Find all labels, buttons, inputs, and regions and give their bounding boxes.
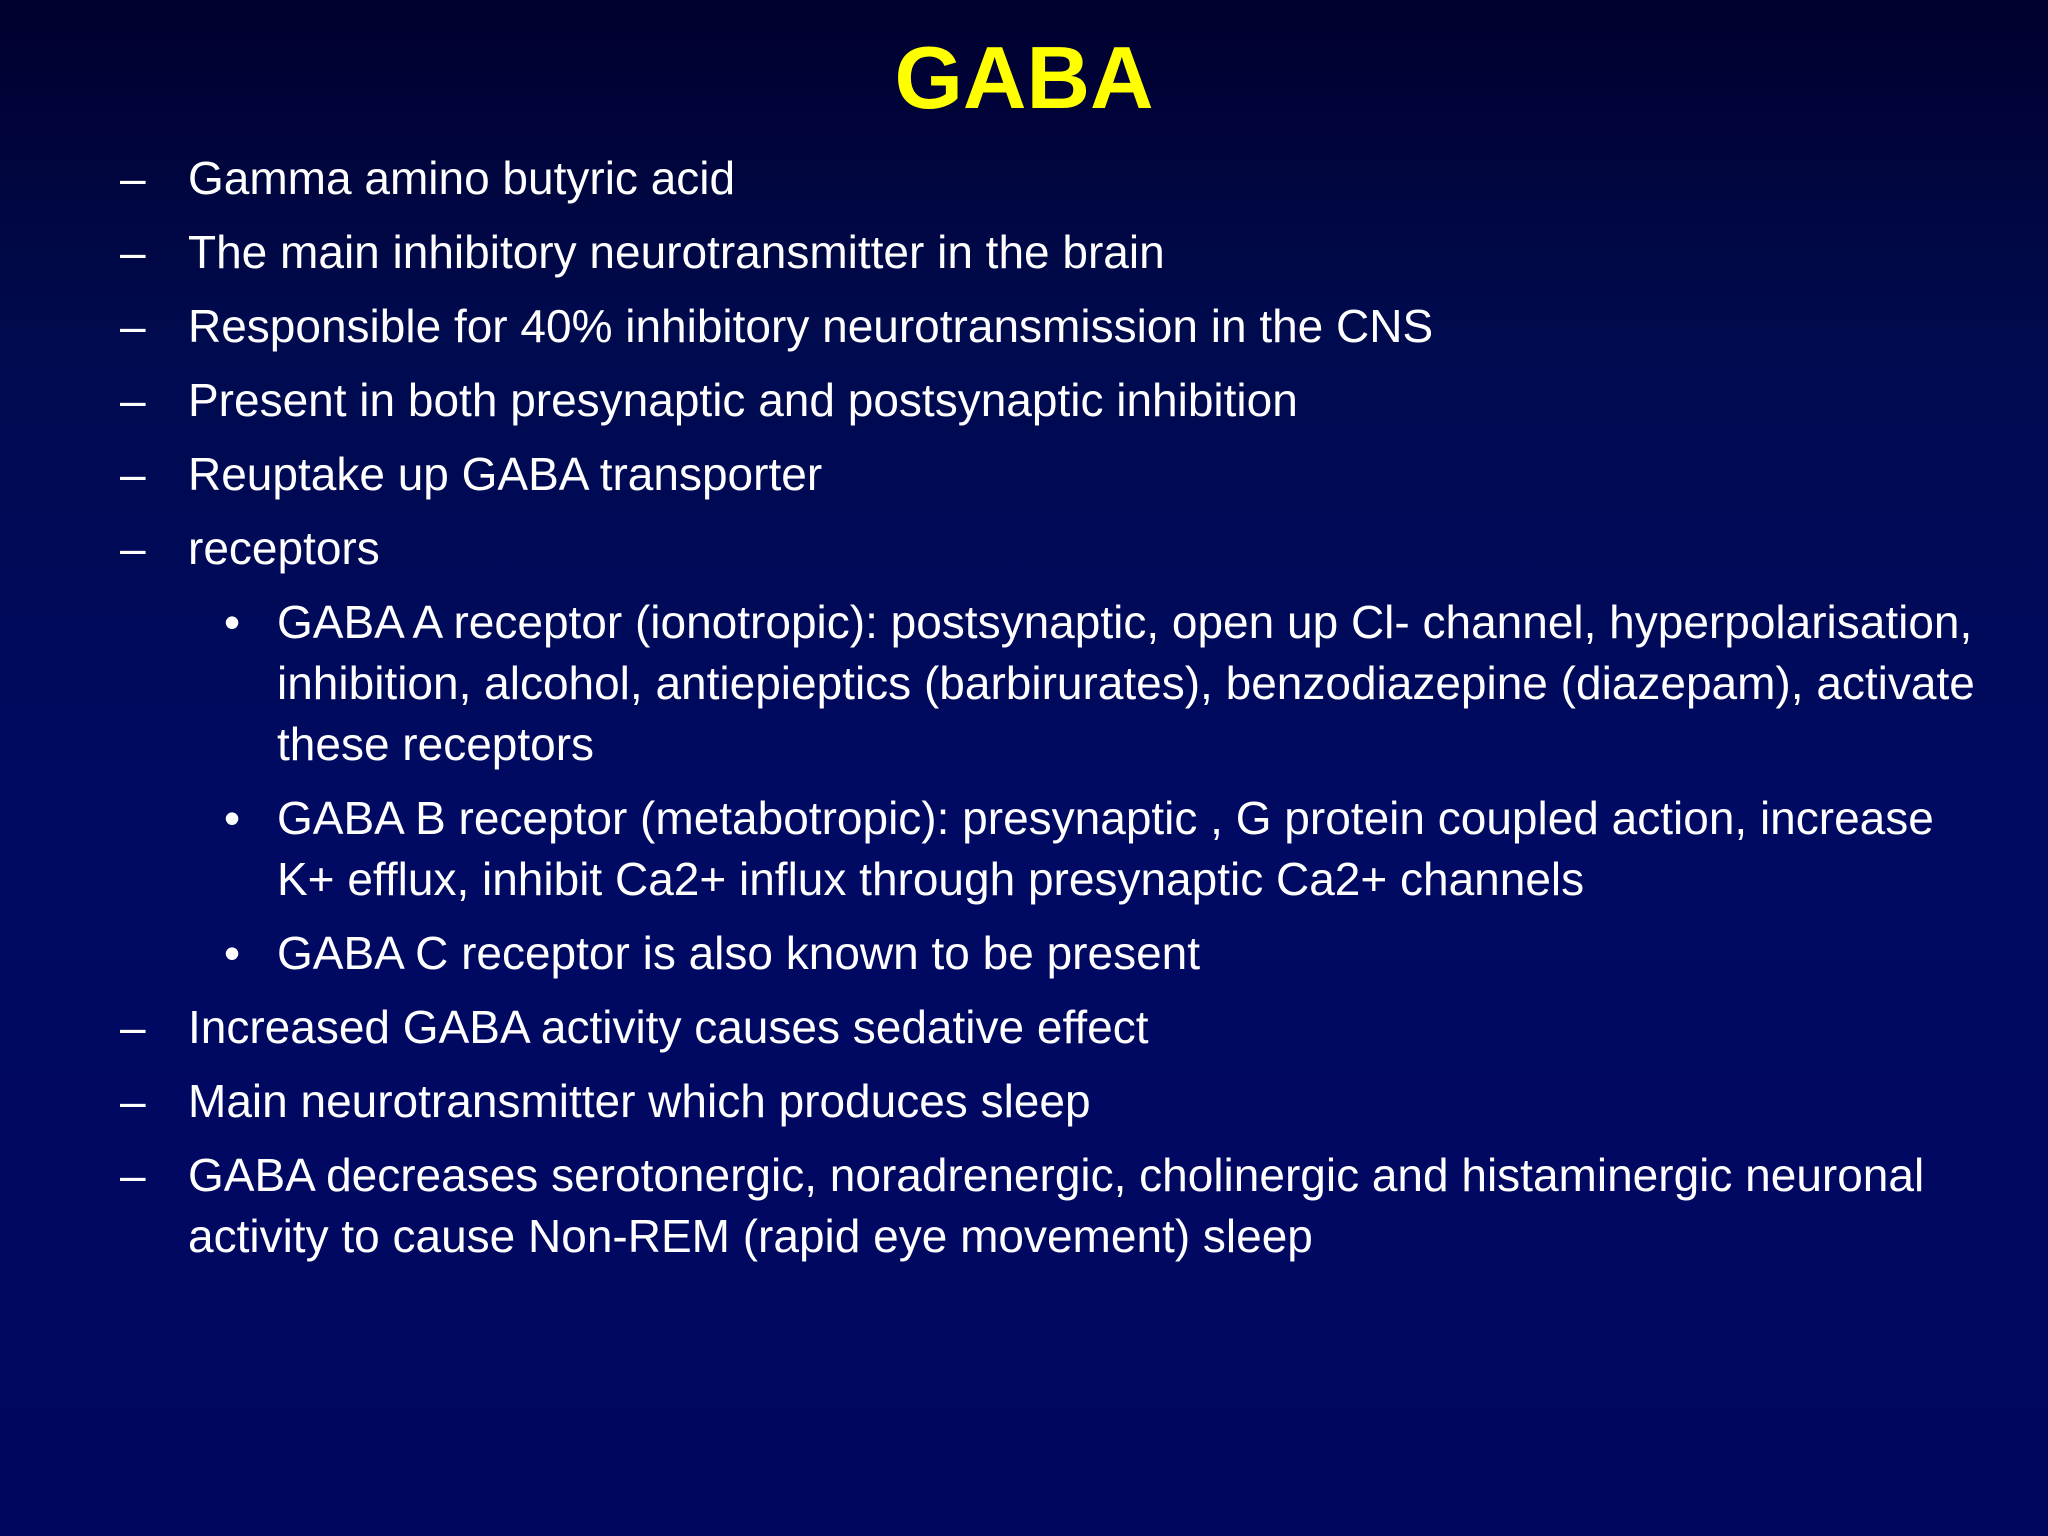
list-item [0, 1145, 1968, 1267]
item-text: The main inhibitory neurotransmitter in the brain [188, 226, 1165, 278]
list-item [0, 370, 1968, 431]
list-item [0, 997, 1968, 1058]
dash-marker: – [120, 1149, 146, 1201]
slide-title: GABA [894, 28, 1154, 127]
sub-list-item [0, 592, 1997, 775]
dash-marker: – [120, 522, 146, 574]
bullet-marker: • [224, 927, 241, 979]
item-text: Gamma amino butyric acid [188, 152, 736, 204]
item-text: Present in both presynaptic and postsynaptic inhibition [188, 374, 1298, 426]
list-item [0, 1071, 1968, 1132]
list-item [0, 222, 1968, 283]
item-text: GABA decreases serotonergic, noradrenergic, cholinergic and histaminergic neuronal activity to cause Non-REM (rapid eye movement) sleep [188, 1149, 1925, 1262]
list-item [0, 296, 1968, 357]
item-text: receptors [188, 522, 380, 574]
list-item [0, 444, 1968, 505]
dash-marker: – [120, 300, 146, 352]
dash-marker: – [120, 226, 146, 278]
dash-marker: – [120, 152, 146, 204]
dash-marker: – [120, 448, 146, 500]
bullet-marker: • [224, 596, 241, 648]
sub-item-text: GABA B receptor (metabotropic): presynaptic , G protein coupled action, increase K+ efflux, inhibit Ca2+ influx through presynaptic Ca2+ channels [277, 792, 1934, 905]
sub-item-text: GABA C receptor is also known to be present [277, 927, 1201, 979]
item-text: Responsible for 40% inhibitory neurotransmission in the CNS [188, 300, 1434, 352]
list-item [0, 148, 1968, 209]
sub-list-item [0, 923, 1997, 984]
dash-marker: – [120, 1075, 146, 1127]
sub-item-text: GABA A receptor (ionotropic): postsynaptic, open up Cl- channel, hyperpolarisation, inhibition, alcohol, antiepieptics (barbirurates), benzodiazepine (diazepam), activate these receptors [277, 596, 1975, 770]
bullet-marker: • [224, 792, 241, 844]
item-text: Increased GABA activity causes sedative effect [188, 1001, 1149, 1053]
bullet-list [0, 148, 2048, 1280]
item-text: Main neurotransmitter which produces sleep [188, 1075, 1091, 1127]
sub-list-item [0, 788, 1997, 910]
dash-marker: – [120, 1001, 146, 1053]
dash-marker: – [120, 374, 146, 426]
list-item [0, 518, 1968, 579]
item-text: Reuptake up GABA transporter [188, 448, 823, 500]
